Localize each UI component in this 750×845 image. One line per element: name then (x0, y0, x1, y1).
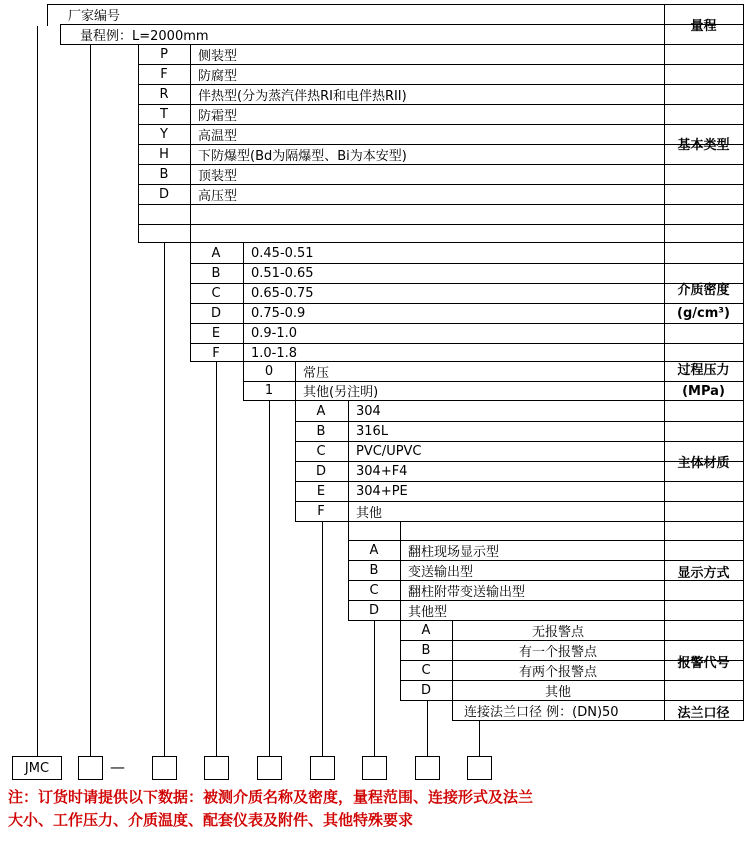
code-cell: D (158, 186, 169, 202)
desc-cell: PVC/UPVC (356, 443, 422, 459)
code-cell: C (421, 662, 431, 678)
code-cell: F (317, 503, 325, 519)
drop-line (322, 521, 323, 756)
desc-cell: 伴热型(分为蒸汽伴热RI和电伴热RII) (198, 88, 407, 104)
grid-line (47, 4, 48, 26)
right-label-medium-density (664, 243, 743, 362)
model-code-box-3[interactable] (204, 756, 229, 780)
right-label-basic-type: 基本类型 (677, 138, 730, 153)
drop-line (479, 721, 480, 756)
right-label-flange-diameter: 法兰口径 (677, 705, 730, 721)
code-cell: F (160, 66, 168, 82)
code-cell: A (369, 542, 379, 558)
code-cell: A (421, 623, 431, 638)
right-label-process-pressure-text: 过程压力 (677, 363, 730, 379)
code-cell: 1 (264, 383, 274, 398)
code-cell: D (210, 305, 221, 321)
code-cell: E (316, 483, 326, 499)
model-code-box-1[interactable] (78, 756, 103, 780)
drop-line (374, 621, 375, 756)
code-cell: B (211, 265, 221, 281)
drop-line (269, 401, 270, 756)
right-label-process-pressure-unit: (MPa) (682, 383, 725, 399)
desc-cell: 其他 (356, 505, 383, 521)
right-label-medium-density-unit: (g/cm³) (677, 305, 730, 321)
desc-cell: 0.9-1.0 (251, 325, 298, 341)
model-prefix-box[interactable]: JMC (12, 756, 62, 780)
code-cell: A (316, 403, 326, 419)
desc-cell: 304 (356, 403, 381, 419)
code-cell: R (159, 86, 169, 102)
desc-cell: 翻柱现场显示型 (408, 544, 500, 560)
drop-line (37, 26, 38, 756)
code-cell: 0 (264, 364, 274, 379)
desc-cell: 翻柱附带变送输出型 (408, 584, 526, 600)
desc-cell: 侧装型 (198, 48, 238, 64)
code-cell: P (160, 46, 168, 62)
code-cell: B (316, 423, 326, 439)
model-code-box-5[interactable] (310, 756, 335, 780)
desc-cell: 0.45-0.51 (251, 245, 314, 261)
code-cell: D (368, 602, 379, 618)
desc-cell: 0.65-0.75 (251, 285, 314, 301)
desc-cell: 304+PE (356, 483, 408, 499)
code-cell: T (160, 106, 168, 122)
model-code-box-2[interactable] (152, 756, 177, 780)
grid-line (743, 4, 744, 721)
desc-cell: 防霜型 (198, 108, 238, 124)
code-cell: D (315, 463, 326, 479)
desc-cell: 304+F4 (356, 463, 408, 479)
desc-cell: 其他型 (408, 604, 448, 620)
code-cell: E (211, 325, 221, 341)
desc-cell: 高温型 (198, 128, 238, 144)
model-dash: — (110, 758, 125, 776)
desc-cell: 其他(另注明) (303, 385, 379, 400)
desc-cell: 1.0-1.8 (251, 345, 298, 361)
grid-line (60, 24, 61, 45)
code-cell: B (369, 562, 379, 578)
code-cell: F (212, 345, 220, 361)
grid-line (138, 224, 743, 225)
drop-line (427, 701, 428, 756)
right-label-medium-density-text: 介质密度 (677, 283, 730, 299)
code-cell: Y (160, 126, 168, 142)
right-label-range: 量程 (690, 18, 717, 34)
desc-cell: 有两个报警点 (518, 664, 597, 680)
code-cell: D (420, 682, 431, 698)
desc-cell: 常压 (303, 366, 330, 381)
desc-cell: 0.75-0.9 (251, 305, 306, 321)
desc-cell: 变送输出型 (408, 564, 474, 580)
model-code-box-6[interactable] (362, 756, 387, 780)
flange-diameter-desc: 连接法兰口径 例：(DN)50 (464, 705, 619, 720)
desc-cell: 其他 (544, 684, 571, 700)
code-cell: C (316, 443, 326, 459)
desc-cell: 316L (356, 423, 389, 439)
desc-cell: 0.51-0.65 (251, 265, 314, 281)
code-cell: C (369, 582, 379, 598)
model-code-box-7[interactable] (415, 756, 440, 780)
model-code-box-4[interactable] (257, 756, 282, 780)
desc-cell: 顶装型 (198, 168, 238, 184)
drop-line (164, 243, 165, 756)
order-note-line1: 注：订货时请提供以下数据：被测介质名称及密度，量程范围、连接形式及法兰 (8, 788, 534, 806)
code-cell: A (211, 245, 221, 261)
right-label-body-material: 主体材质 (677, 455, 730, 471)
code-cell: C (211, 285, 221, 301)
order-note (8, 786, 743, 833)
right-label-alarm-code: 报警代号 (677, 655, 730, 671)
range-example-label: 量程例：L=2000mm (80, 28, 209, 44)
order-note-line2: 大小、工作压力、介质温度、配套仪表及附件、其他特殊要求 (8, 811, 414, 830)
code-cell: B (159, 166, 169, 182)
grid-line (138, 204, 743, 205)
desc-cell: 无报警点 (531, 625, 584, 640)
drop-line (90, 45, 91, 756)
model-code-box-8[interactable] (467, 756, 492, 780)
desc-cell: 防腐型 (198, 68, 238, 84)
code-cell: B (421, 642, 431, 658)
right-label-process-pressure (664, 362, 743, 401)
manufacturer-number-label: 厂家编号 (68, 8, 121, 24)
desc-cell: 下防爆型(Bd为隔爆型、Bi为本安型) (198, 148, 407, 164)
code-cell: H (159, 146, 169, 162)
right-label-display-mode: 显示方式 (677, 565, 730, 581)
desc-cell: 高压型 (198, 188, 238, 204)
drop-line (216, 362, 217, 756)
desc-cell: 有一个报警点 (518, 644, 597, 660)
